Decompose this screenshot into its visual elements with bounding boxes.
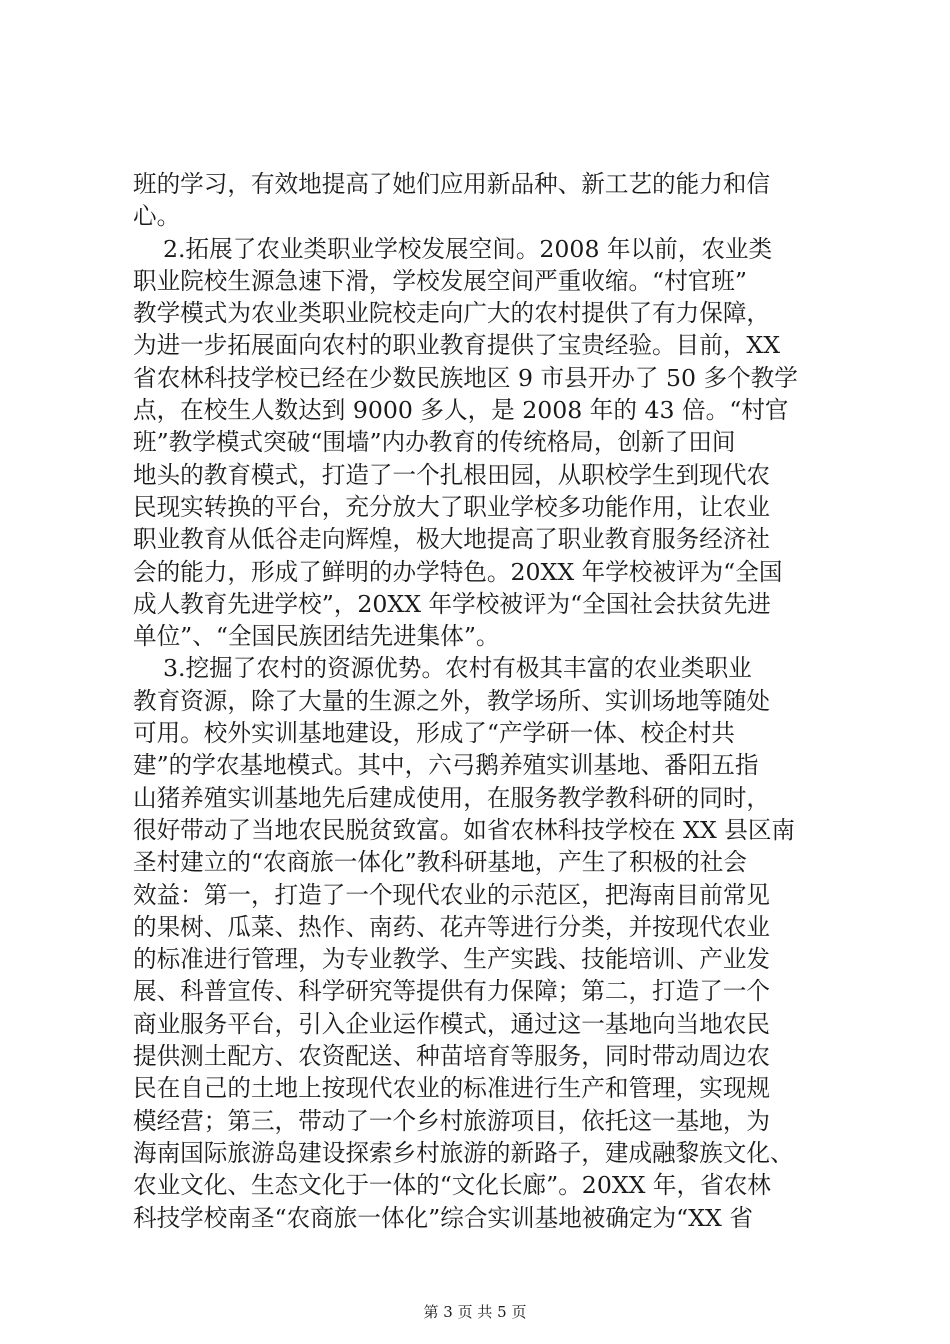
text-line: 建”的学农基地模式。其中，六弓鹅养殖实训基地、番阳五指	[133, 751, 759, 780]
text-line: 单位”、“全国民族团结先进集体”。	[133, 622, 500, 651]
text-line: 教学模式为农业类职业院校走向广大的农村提供了有力保障，	[133, 299, 771, 328]
text-line: 的标准进行管理，为专业教学、生产实践、技能培训、产业发	[133, 945, 771, 974]
text-line: 为进一步拓展面向农村的职业教育提供了宝贵经验。目前，XX	[133, 331, 781, 360]
text-line: 班”教学模式突破“围墙”内办教育的传统格局，创新了田间	[133, 428, 736, 457]
text-line: 3.挖掘了农村的资源优势。农村有极其丰富的农业类职业	[133, 654, 752, 683]
text-line: 商业服务平台，引入企业运作模式，通过这一基地向当地农民	[133, 1009, 771, 1038]
text-line: 圣村建立的“农商旅一体化”教科研基地，产生了积极的社会	[133, 848, 747, 877]
text-line: 职业教育从低谷走向辉煌，极大地提高了职业教育服务经济社	[133, 525, 771, 554]
text-line: 农业文化、生态文化于一体的“文化长廊”。20XX 年，省农林	[133, 1171, 771, 1200]
text-line: 2.拓展了农业类职业学校发展空间。2008 年以前，农业类	[133, 234, 773, 263]
text-line: 心。	[133, 202, 181, 231]
text-line: 展、科普宣传、科学研究等提供有力保障；第二，打造了一个	[133, 977, 771, 1006]
text-line: 很好带动了当地农民脱贫致富。如省农林科技学校在 XX 县区南	[133, 815, 796, 844]
text-line: 可用。校外实训基地建设，形成了“产学研一体、校企村共	[133, 719, 735, 748]
text-line: 会的能力，形成了鲜明的办学特色。20XX 年学校被评为“全国	[133, 557, 783, 586]
text-line: 海南国际旅游岛建设探索乡村旅游的新路子，建成融黎族文化、	[133, 1138, 794, 1167]
text-line: 模经营；第三，带动了一个乡村旅游项目，依托这一基地，为	[133, 1106, 771, 1135]
text-line: 科技学校南圣“农商旅一体化”综合实训基地被确定为“XX 省	[133, 1203, 753, 1232]
text-line: 民现实转换的平台，充分放大了职业学校多功能作用，让农业	[133, 492, 771, 521]
text-line: 职业院校生源急速下滑，学校发展空间严重收缩。“村官班”	[133, 266, 747, 295]
text-line: 效益：第一，打造了一个现代农业的示范区，把海南目前常见	[133, 880, 771, 909]
body-text	[133, 168, 833, 1234]
page-footer: 第 3 页 共 5 页	[423, 1303, 527, 1321]
text-line: 班的学习，有效地提高了她们应用新品种、新工艺的能力和信	[133, 170, 771, 198]
text-line: 教育资源，除了大量的生源之外，教学场所、实训场地等随处	[133, 686, 771, 715]
text-line: 山猪养殖实训基地先后建成使用，在服务教学教科研的同时，	[133, 783, 771, 812]
text-line: 提供测土配方、农资配送、种苗培育等服务，同时带动周边农	[133, 1042, 771, 1071]
text-line: 省农林科技学校已经在少数民族地区 9 市县开办了 50 多个教学	[133, 363, 798, 392]
text-line: 成人教育先进学校”，20XX 年学校被评为“全国社会扶贫先进	[133, 589, 771, 618]
text-line: 地头的教育模式，打造了一个扎根田园，从职校学生到现代农	[133, 460, 771, 489]
text-line: 民在自己的土地上按现代农业的标准进行生产和管理，实现规	[133, 1074, 771, 1103]
text-line: 点，在校生人数达到 9000 多人，是 2008 年的 43 倍。“村官	[133, 396, 789, 425]
text-line: 的果树、瓜菜、热作、南药、花卉等进行分类，并按现代农业	[133, 912, 771, 941]
